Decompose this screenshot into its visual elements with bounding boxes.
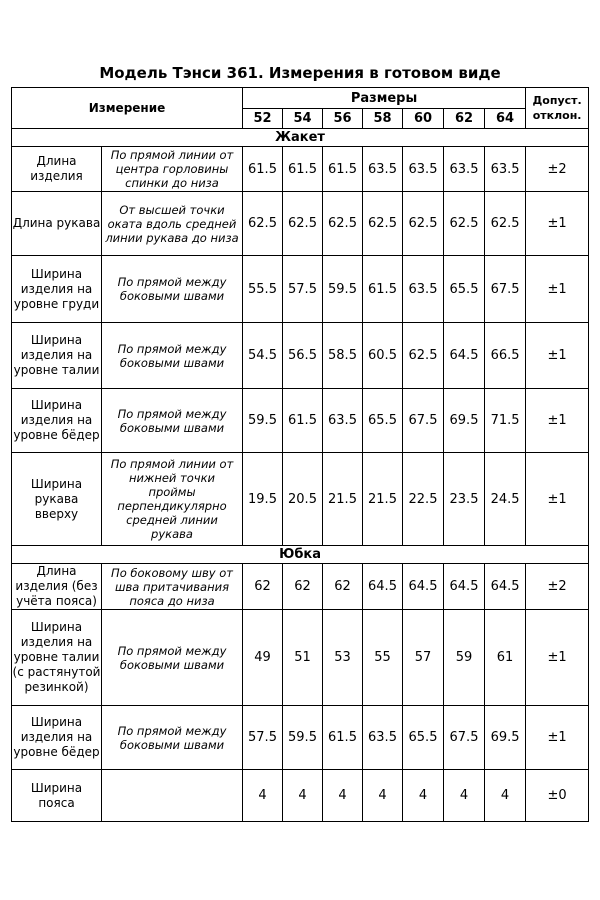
measurement-value: 64.5	[363, 564, 403, 610]
page-title: Модель Тэнси 361. Измерения в готовом виде	[99, 64, 501, 82]
measurement-value: 69.5	[485, 706, 526, 770]
table-row	[12, 323, 589, 389]
measurement-name: Длина рукава	[12, 192, 102, 256]
table-row	[12, 192, 589, 256]
measurement-value: 51	[283, 610, 323, 706]
measurement-value: 59.5	[323, 256, 363, 323]
measurement-value: 63.5	[323, 389, 363, 453]
section-title: Юбка	[12, 546, 589, 564]
tolerance-value: ±1	[526, 256, 589, 323]
measurement-value: 4	[363, 770, 403, 822]
measurement-value: 65.5	[444, 256, 485, 323]
table-row	[12, 706, 589, 770]
tolerance-value: ±1	[526, 453, 589, 546]
measurement-value: 61.5	[243, 147, 283, 192]
measurement-value: 61.5	[323, 706, 363, 770]
tolerance-value: ±2	[526, 564, 589, 610]
measurement-value: 20.5	[283, 453, 323, 546]
measurements-table	[11, 87, 589, 822]
measurement-value: 57	[403, 610, 444, 706]
measurement-value: 62.5	[403, 192, 444, 256]
size-header-cell: 62	[444, 109, 485, 129]
measurement-value: 55.5	[243, 256, 283, 323]
measurement-value: 60.5	[363, 323, 403, 389]
measurement-value: 62.5	[243, 192, 283, 256]
measurement-value: 21.5	[363, 453, 403, 546]
measurement-value: 69.5	[444, 389, 485, 453]
measurement-value: 21.5	[323, 453, 363, 546]
measurement-name: Ширина изделия на уровне талии	[12, 323, 102, 389]
measurement-value: 61.5	[283, 147, 323, 192]
tolerance-value: ±1	[526, 610, 589, 706]
tolerance-value: ±2	[526, 147, 589, 192]
measurement-value: 65.5	[403, 706, 444, 770]
measurement-description: По прямой линии от центра горловины спинки до низа	[102, 147, 243, 192]
measurement-value: 49	[243, 610, 283, 706]
measurement-description: По прямой между боковыми швами	[102, 389, 243, 453]
measurement-value: 19.5	[243, 453, 283, 546]
size-header-cell: 56	[323, 109, 363, 129]
measurement-value: 4	[403, 770, 444, 822]
table-row	[12, 770, 589, 822]
measurement-value: 66.5	[485, 323, 526, 389]
size-header-cell: 60	[403, 109, 444, 129]
measurement-value: 4	[283, 770, 323, 822]
measurement-value: 23.5	[444, 453, 485, 546]
measurement-value: 55	[363, 610, 403, 706]
measurement-value: 22.5	[403, 453, 444, 546]
measurement-name: Ширина изделия на уровне бёдер	[12, 389, 102, 453]
section-title: Жакет	[12, 129, 589, 147]
measurement-value: 24.5	[485, 453, 526, 546]
measurement-name: Ширина изделия на уровне груди	[12, 256, 102, 323]
measurement-description: По прямой между боковыми швами	[102, 256, 243, 323]
measurement-value: 63.5	[444, 147, 485, 192]
table-row	[12, 453, 589, 546]
measurement-value: 64.5	[444, 323, 485, 389]
measurement-value: 62	[243, 564, 283, 610]
measurement-value: 71.5	[485, 389, 526, 453]
measurement-value: 57.5	[243, 706, 283, 770]
measurement-value: 63.5	[363, 706, 403, 770]
tolerance-value: ±1	[526, 323, 589, 389]
header-tolerance: Допуст. отклон.	[526, 88, 589, 129]
measurement-value: 63.5	[363, 147, 403, 192]
measurement-value: 67.5	[403, 389, 444, 453]
measurement-value: 4	[444, 770, 485, 822]
measurement-description: По прямой между боковыми швами	[102, 706, 243, 770]
tolerance-value: ±1	[526, 706, 589, 770]
measurement-value: 59.5	[283, 706, 323, 770]
measurement-value: 67.5	[444, 706, 485, 770]
measurement-value: 62	[283, 564, 323, 610]
table-row	[12, 256, 589, 323]
measurement-description: По прямой линии от нижней точки проймы перпендикулярно средней линии рукава	[102, 453, 243, 546]
measurement-name: Длина изделия	[12, 147, 102, 192]
measurement-value: 54.5	[243, 323, 283, 389]
measurement-value: 53	[323, 610, 363, 706]
measurement-value: 62.5	[485, 192, 526, 256]
measurement-value: 63.5	[403, 147, 444, 192]
measurement-value: 64.5	[403, 564, 444, 610]
measurement-value: 4	[243, 770, 283, 822]
size-header-cell: 52	[243, 109, 283, 129]
measurement-value: 4	[485, 770, 526, 822]
tolerance-value: ±1	[526, 389, 589, 453]
measurement-description: По прямой между боковыми швами	[102, 323, 243, 389]
table-row	[12, 610, 589, 706]
measurement-value: 61.5	[323, 147, 363, 192]
measurement-value: 61	[485, 610, 526, 706]
measurement-name: Длина изделия (без учёта пояса)	[12, 564, 102, 610]
measurement-value: 64.5	[485, 564, 526, 610]
measurement-description: По боковому шву от шва притачивания пояса до низа	[102, 564, 243, 610]
measurement-value: 61.5	[283, 389, 323, 453]
measurement-value: 63.5	[403, 256, 444, 323]
measurement-value: 59.5	[243, 389, 283, 453]
measurement-value: 57.5	[283, 256, 323, 323]
tolerance-value: ±1	[526, 192, 589, 256]
measurement-value: 62.5	[323, 192, 363, 256]
measurement-value: 62	[323, 564, 363, 610]
measurement-name: Ширина изделия на уровне бёдер	[12, 706, 102, 770]
measurement-value: 59	[444, 610, 485, 706]
measurement-value: 62.5	[363, 192, 403, 256]
size-header-cell: 58	[363, 109, 403, 129]
measurement-value: 65.5	[363, 389, 403, 453]
measurement-description: По прямой между боковыми швами	[102, 610, 243, 706]
size-header-cell: 54	[283, 109, 323, 129]
measurement-value: 63.5	[485, 147, 526, 192]
measurement-name: Ширина рукава вверху	[12, 453, 102, 546]
header-measurement: Измерение	[12, 88, 243, 129]
measurement-value: 62.5	[444, 192, 485, 256]
measurement-value: 64.5	[444, 564, 485, 610]
measurement-description	[102, 770, 243, 822]
measurement-value: 62.5	[403, 323, 444, 389]
measurement-value: 67.5	[485, 256, 526, 323]
measurement-value: 62.5	[283, 192, 323, 256]
measurement-description: От высшей точки оката вдоль средней линии рукава до низа	[102, 192, 243, 256]
header-sizes: Размеры	[243, 88, 526, 109]
tolerance-value: ±0	[526, 770, 589, 822]
measurement-value: 61.5	[363, 256, 403, 323]
size-header-cell: 64	[485, 109, 526, 129]
measurement-name: Ширина изделия на уровне талии (с растянутой резинкой)	[12, 610, 102, 706]
measurement-name: Ширина пояса	[12, 770, 102, 822]
measurement-value: 58.5	[323, 323, 363, 389]
measurement-value: 56.5	[283, 323, 323, 389]
table-row	[12, 389, 589, 453]
table-row	[12, 147, 589, 192]
measurement-value: 4	[323, 770, 363, 822]
table-row	[12, 564, 589, 610]
